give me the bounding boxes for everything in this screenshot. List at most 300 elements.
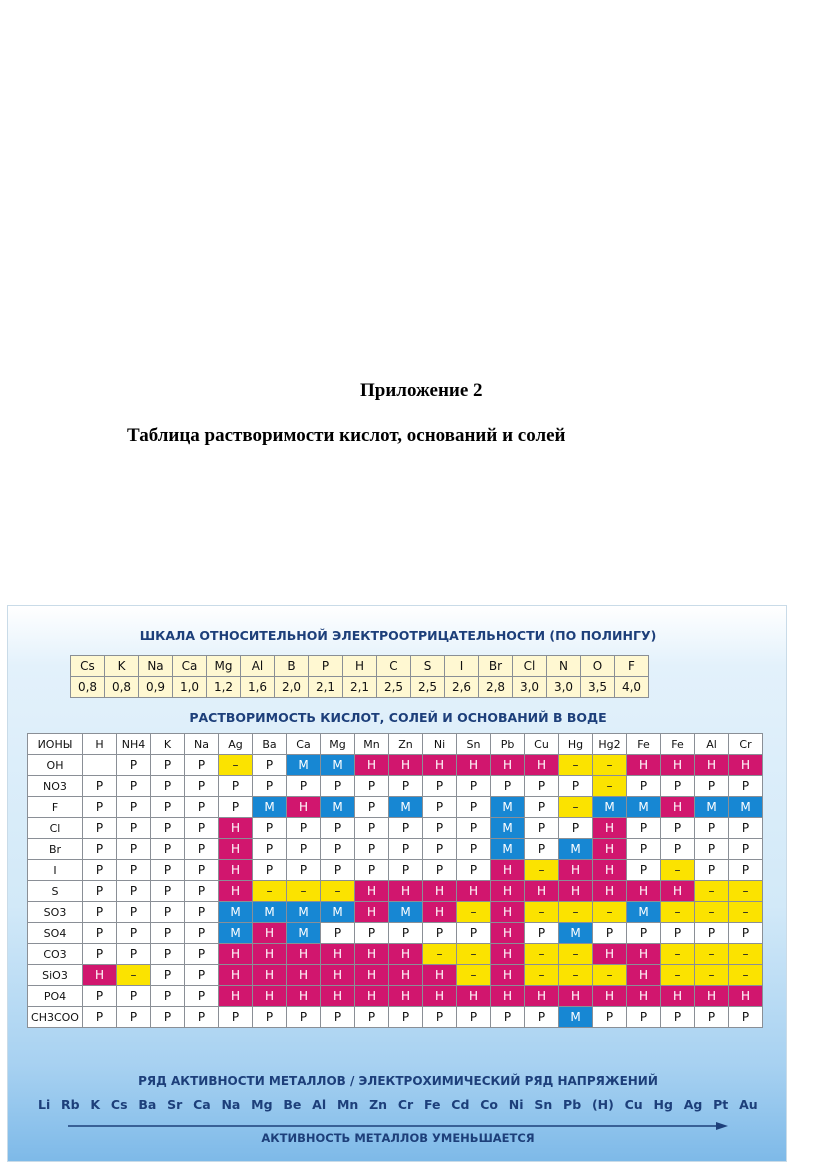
- solubility-cell: Н: [355, 755, 389, 776]
- solubility-cell: Р: [355, 1007, 389, 1028]
- solubility-cell: Н: [423, 755, 457, 776]
- anion-label-cell: CO3: [28, 944, 83, 965]
- solubility-cell: Р: [83, 818, 117, 839]
- solubility-cell: Р: [151, 839, 185, 860]
- solubility-cell: Н: [491, 755, 525, 776]
- solubility-cell: Р: [219, 776, 253, 797]
- solubility-cell: Р: [83, 923, 117, 944]
- table-row: [28, 818, 763, 839]
- solubility-cell: М: [321, 797, 355, 818]
- scale-element-cell: S: [411, 656, 445, 677]
- solubility-cell: Р: [321, 776, 355, 797]
- solubility-cell: Р: [729, 818, 763, 839]
- solubility-cell: Р: [355, 923, 389, 944]
- solubility-cell: Н: [321, 965, 355, 986]
- electronegativity-table: [70, 655, 649, 698]
- solubility-cell: Р: [355, 797, 389, 818]
- solubility-cell: Р: [287, 839, 321, 860]
- scale-element-cell: H: [343, 656, 377, 677]
- solubility-cell: Р: [151, 965, 185, 986]
- table-row: [28, 1007, 763, 1028]
- solubility-cell: –: [525, 944, 559, 965]
- solubility-cell: Н: [287, 944, 321, 965]
- solubility-cell: М: [219, 923, 253, 944]
- table-row: [28, 902, 763, 923]
- solubility-cell: Н: [253, 986, 287, 1007]
- scale-element-cell: Al: [241, 656, 275, 677]
- solubility-cell: Р: [117, 986, 151, 1007]
- solubility-cell: Р: [423, 776, 457, 797]
- solubility-cell: Н: [695, 986, 729, 1007]
- scale-value-cell: 0,9: [139, 677, 173, 698]
- solubility-cell: Р: [185, 797, 219, 818]
- scale-element-cell: Mg: [207, 656, 241, 677]
- solubility-cell: М: [559, 839, 593, 860]
- activity-metal: Fe: [423, 1097, 441, 1112]
- solubility-cell: Р: [83, 881, 117, 902]
- cation-header-cell: Hg: [559, 734, 593, 755]
- activity-metal: Ba: [138, 1097, 157, 1112]
- activity-series: [38, 1097, 758, 1112]
- solubility-cell: –: [661, 902, 695, 923]
- activity-metal: K: [90, 1097, 101, 1112]
- activity-metal: Ag: [683, 1097, 703, 1112]
- solubility-cell: Н: [355, 881, 389, 902]
- scale-value-cell: 2,5: [411, 677, 445, 698]
- solubility-cell: Н: [219, 986, 253, 1007]
- solubility-cell: Р: [389, 776, 423, 797]
- solubility-cell: Н: [593, 839, 627, 860]
- anion-label-cell: SO3: [28, 902, 83, 923]
- activity-metal: Hg: [653, 1097, 673, 1112]
- table-row: [28, 839, 763, 860]
- solubility-cell: Р: [117, 1007, 151, 1028]
- solubility-cell: Р: [355, 860, 389, 881]
- anion-label-cell: SO4: [28, 923, 83, 944]
- solubility-cell: Н: [559, 986, 593, 1007]
- anion-label-cell: SiO3: [28, 965, 83, 986]
- solubility-cell: –: [559, 902, 593, 923]
- solubility-cell: Н: [423, 986, 457, 1007]
- solubility-cell: Р: [185, 986, 219, 1007]
- activity-metal: Cr: [397, 1097, 414, 1112]
- solubility-cell: Н: [627, 881, 661, 902]
- solubility-cell: Р: [185, 881, 219, 902]
- cation-header-cell: Mn: [355, 734, 389, 755]
- activity-metal: Sn: [534, 1097, 553, 1112]
- solubility-poster: [7, 605, 787, 1162]
- electronegativity-title: ШКАЛА ОТНОСИТЕЛЬНОЙ ЭЛЕКТРООТРИЦАТЕЛЬНОСТИ (ПО ПОЛИНГУ): [139, 628, 657, 643]
- solubility-cell: –: [559, 797, 593, 818]
- scale-value-cell: 0,8: [105, 677, 139, 698]
- solubility-cell: Р: [661, 776, 695, 797]
- solubility-cell: Р: [83, 860, 117, 881]
- solubility-cell: –: [117, 965, 151, 986]
- activity-metal: Pt: [713, 1097, 729, 1112]
- solubility-cell: –: [457, 965, 491, 986]
- anion-label-cell: Br: [28, 839, 83, 860]
- solubility-cell: Р: [151, 818, 185, 839]
- solubility-cell: Р: [423, 923, 457, 944]
- solubility-cell: –: [729, 965, 763, 986]
- solubility-cell: –: [423, 944, 457, 965]
- activity-metal: Cs: [110, 1097, 128, 1112]
- activity-metal: Mg: [251, 1097, 273, 1112]
- solubility-cell: Р: [287, 1007, 321, 1028]
- solubility-cell: Р: [151, 776, 185, 797]
- solubility-cell: М: [491, 797, 525, 818]
- solubility-cell: Н: [525, 986, 559, 1007]
- solubility-cell: Р: [253, 776, 287, 797]
- solubility-cell: Р: [321, 818, 355, 839]
- solubility-cell: Н: [491, 881, 525, 902]
- scale-element-cell: N: [547, 656, 581, 677]
- solubility-cell: Р: [695, 818, 729, 839]
- solubility-cell: Р: [457, 839, 491, 860]
- cation-header-cell: Ca: [287, 734, 321, 755]
- solubility-cell: Р: [423, 860, 457, 881]
- solubility-cell: Н: [253, 923, 287, 944]
- scale-element-cell: K: [105, 656, 139, 677]
- solubility-cell: Н: [627, 755, 661, 776]
- table-row: [28, 923, 763, 944]
- solubility-cell: Н: [491, 986, 525, 1007]
- solubility-cell: –: [695, 944, 729, 965]
- solubility-cell: Н: [389, 881, 423, 902]
- solubility-cell: Р: [185, 902, 219, 923]
- solubility-cell: Н: [627, 944, 661, 965]
- solubility-cell: Р: [83, 944, 117, 965]
- solubility-cell: Р: [491, 776, 525, 797]
- solubility-cell: Р: [185, 1007, 219, 1028]
- solubility-cell: Р: [695, 776, 729, 797]
- solubility-cell: Р: [525, 797, 559, 818]
- solubility-cell: –: [559, 944, 593, 965]
- activity-metal: Ca: [193, 1097, 211, 1112]
- scale-value-cell: 3,0: [547, 677, 581, 698]
- solubility-cell: Р: [389, 818, 423, 839]
- solubility-cell: Н: [729, 986, 763, 1007]
- solubility-cell: Р: [355, 839, 389, 860]
- solubility-cell: Н: [593, 944, 627, 965]
- solubility-cell: Н: [389, 755, 423, 776]
- appendix-label: Приложение 2: [360, 380, 483, 401]
- table-row: [28, 881, 763, 902]
- cation-header-row: [28, 734, 763, 755]
- solubility-cell: Р: [253, 839, 287, 860]
- solubility-cell: –: [661, 965, 695, 986]
- table-row: [28, 944, 763, 965]
- anion-label-cell: Cl: [28, 818, 83, 839]
- cation-header-cell: Mg: [321, 734, 355, 755]
- solubility-cell: Н: [219, 818, 253, 839]
- solubility-cell: Р: [695, 923, 729, 944]
- activity-metal: Be: [283, 1097, 302, 1112]
- solubility-cell: Н: [389, 944, 423, 965]
- solubility-cell: М: [253, 797, 287, 818]
- activity-metal: Co: [480, 1097, 498, 1112]
- solubility-cell: М: [559, 923, 593, 944]
- solubility-cell: Н: [287, 986, 321, 1007]
- table-row: [28, 776, 763, 797]
- solubility-cell: –: [593, 902, 627, 923]
- table-row: [28, 986, 763, 1007]
- solubility-cell: Р: [525, 839, 559, 860]
- solubility-cell: Р: [423, 818, 457, 839]
- solubility-cell: Р: [593, 1007, 627, 1028]
- activity-metal: Ni: [508, 1097, 524, 1112]
- solubility-cell: Р: [253, 1007, 287, 1028]
- solubility-cell: –: [219, 755, 253, 776]
- solubility-cell: Н: [355, 902, 389, 923]
- ions-corner-cell: ИОНЫ: [28, 734, 83, 755]
- solubility-cell: –: [695, 902, 729, 923]
- solubility-cell: Н: [729, 755, 763, 776]
- solubility-cell: Р: [151, 881, 185, 902]
- solubility-cell: Н: [491, 923, 525, 944]
- solubility-cell: Н: [457, 986, 491, 1007]
- solubility-cell: Н: [219, 860, 253, 881]
- solubility-cell: М: [695, 797, 729, 818]
- cation-header-cell: K: [151, 734, 185, 755]
- solubility-cell: Р: [321, 860, 355, 881]
- scale-element-cell: C: [377, 656, 411, 677]
- activity-metal: Au: [739, 1097, 758, 1112]
- solubility-cell: Р: [457, 1007, 491, 1028]
- table-row: [28, 797, 763, 818]
- solubility-cell: М: [389, 902, 423, 923]
- solubility-cell: Н: [219, 944, 253, 965]
- solubility-cell: Р: [525, 776, 559, 797]
- scale-value-cell: 3,0: [513, 677, 547, 698]
- solubility-cell: Н: [287, 797, 321, 818]
- solubility-cell: Н: [593, 881, 627, 902]
- solubility-cell: Н: [219, 881, 253, 902]
- solubility-cell: Р: [729, 860, 763, 881]
- solubility-cell: Р: [117, 923, 151, 944]
- solubility-cell: Р: [117, 839, 151, 860]
- solubility-cell: Н: [661, 755, 695, 776]
- cation-header-cell: Sn: [457, 734, 491, 755]
- solubility-cell: Н: [661, 986, 695, 1007]
- activity-metal: Sr: [167, 1097, 183, 1112]
- solubility-cell: Н: [661, 797, 695, 818]
- scale-value-cell: 1,0: [173, 677, 207, 698]
- solubility-cell: Н: [661, 881, 695, 902]
- solubility-cell: Н: [525, 881, 559, 902]
- solubility-cell: Р: [525, 923, 559, 944]
- solubility-cell: –: [559, 965, 593, 986]
- solubility-cell: Н: [355, 965, 389, 986]
- solubility-cell: –: [457, 944, 491, 965]
- solubility-cell: Р: [457, 776, 491, 797]
- solubility-cell: М: [491, 839, 525, 860]
- solubility-cell: Н: [559, 860, 593, 881]
- solubility-cell: Р: [117, 860, 151, 881]
- solubility-cell: Р: [695, 1007, 729, 1028]
- solubility-cell: Р: [423, 839, 457, 860]
- solubility-cell: М: [253, 902, 287, 923]
- solubility-cell: Р: [457, 923, 491, 944]
- cation-header-cell: Cu: [525, 734, 559, 755]
- solubility-cell: Н: [219, 839, 253, 860]
- solubility-cell: Р: [627, 1007, 661, 1028]
- solubility-cell: Р: [321, 1007, 355, 1028]
- scale-value-cell: 2,0: [275, 677, 309, 698]
- table-row: [28, 755, 763, 776]
- solubility-cell: Р: [491, 1007, 525, 1028]
- solubility-cell: Р: [627, 776, 661, 797]
- solubility-cell: М: [559, 1007, 593, 1028]
- cation-header-cell: NH4: [117, 734, 151, 755]
- solubility-cell: Р: [661, 839, 695, 860]
- solubility-cell: Н: [83, 965, 117, 986]
- solubility-cell: Р: [423, 797, 457, 818]
- solubility-cell: Р: [729, 923, 763, 944]
- solubility-cell: Н: [423, 881, 457, 902]
- solubility-cell: Р: [185, 944, 219, 965]
- solubility-cell: –: [321, 881, 355, 902]
- activity-metal: Cd: [451, 1097, 470, 1112]
- cation-header-cell: Hg2: [593, 734, 627, 755]
- scale-element-cell: F: [615, 656, 649, 677]
- solubility-cell: Н: [559, 881, 593, 902]
- solubility-cell: Н: [491, 965, 525, 986]
- anion-label-cell: I: [28, 860, 83, 881]
- solubility-cell: Р: [253, 755, 287, 776]
- solubility-cell: М: [491, 818, 525, 839]
- solubility-cell: Р: [695, 839, 729, 860]
- solubility-cell: М: [389, 797, 423, 818]
- solubility-cell: Р: [219, 1007, 253, 1028]
- scale-value-cell: 0,8: [71, 677, 105, 698]
- solubility-cell: Р: [253, 818, 287, 839]
- scale-element-cell: Na: [139, 656, 173, 677]
- solubility-cell: Р: [83, 986, 117, 1007]
- solubility-cell: Р: [151, 986, 185, 1007]
- solubility-cell: Р: [151, 860, 185, 881]
- solubility-table: [27, 733, 763, 1028]
- solubility-cell: Н: [321, 986, 355, 1007]
- activity-metal: Li: [38, 1097, 51, 1112]
- scale-value-cell: 1,6: [241, 677, 275, 698]
- solubility-cell: Р: [117, 755, 151, 776]
- solubility-cell: Р: [287, 818, 321, 839]
- cation-header-cell: Ba: [253, 734, 287, 755]
- solubility-cell: Р: [559, 818, 593, 839]
- scale-element-cell: P: [309, 656, 343, 677]
- scale-values-row: [71, 677, 649, 698]
- solubility-cell: Р: [83, 776, 117, 797]
- solubility-cell: Р: [457, 797, 491, 818]
- solubility-cell: Р: [729, 776, 763, 797]
- solubility-cell: Н: [457, 755, 491, 776]
- solubility-cell: М: [287, 902, 321, 923]
- solubility-cell: –: [661, 860, 695, 881]
- solubility-cell: Р: [389, 860, 423, 881]
- solubility-cell: Р: [729, 839, 763, 860]
- scale-value-cell: 2,6: [445, 677, 479, 698]
- solubility-cell: –: [525, 965, 559, 986]
- anion-label-cell: OH: [28, 755, 83, 776]
- cation-header-cell: H: [83, 734, 117, 755]
- solubility-cell: Р: [627, 923, 661, 944]
- cation-header-cell: Fe: [661, 734, 695, 755]
- solubility-cell: М: [219, 902, 253, 923]
- scale-element-cell: Cs: [71, 656, 105, 677]
- solubility-cell: Р: [151, 1007, 185, 1028]
- solubility-cell: М: [287, 923, 321, 944]
- solubility-cell: Н: [593, 860, 627, 881]
- solubility-cell: Н: [627, 986, 661, 1007]
- solubility-cell: Р: [83, 902, 117, 923]
- solubility-cell: Р: [627, 818, 661, 839]
- scale-value-cell: 3,5: [581, 677, 615, 698]
- solubility-cell: Н: [457, 881, 491, 902]
- scale-element-cell: Ca: [173, 656, 207, 677]
- activity-metal: (H): [591, 1097, 614, 1112]
- solubility-cell: Н: [593, 986, 627, 1007]
- activity-metal: Al: [312, 1097, 327, 1112]
- solubility-title: РАСТВОРИМОСТЬ КИСЛОТ, СОЛЕЙ И ОСНОВАНИЙ В ВОДЕ: [189, 710, 607, 725]
- solubility-cell: Н: [355, 944, 389, 965]
- anion-label-cell: PO4: [28, 986, 83, 1007]
- activity-metal: Cu: [624, 1097, 643, 1112]
- solubility-cell: Р: [457, 818, 491, 839]
- solubility-cell: Р: [389, 839, 423, 860]
- solubility-cell: Р: [423, 1007, 457, 1028]
- solubility-cell: М: [627, 797, 661, 818]
- solubility-cell: Р: [253, 860, 287, 881]
- solubility-cell: М: [321, 755, 355, 776]
- solubility-cell: Н: [491, 860, 525, 881]
- cation-header-cell: Cr: [729, 734, 763, 755]
- solubility-cell: Р: [695, 860, 729, 881]
- scale-value-cell: 4,0: [615, 677, 649, 698]
- solubility-cell: Р: [151, 902, 185, 923]
- scale-value-cell: 2,8: [479, 677, 513, 698]
- solubility-cell: Р: [151, 755, 185, 776]
- anion-label-cell: F: [28, 797, 83, 818]
- activity-metal: Pb: [563, 1097, 582, 1112]
- scale-element-cell: Cl: [513, 656, 547, 677]
- cation-header-cell: Zn: [389, 734, 423, 755]
- solubility-cell: Н: [253, 965, 287, 986]
- solubility-cell: Р: [219, 797, 253, 818]
- solubility-cell: Р: [117, 881, 151, 902]
- solubility-cell: –: [729, 944, 763, 965]
- scale-value-cell: 1,2: [207, 677, 241, 698]
- solubility-cell: –: [253, 881, 287, 902]
- solubility-cell: –: [287, 881, 321, 902]
- solubility-cell: Р: [389, 923, 423, 944]
- solubility-cell: Р: [355, 776, 389, 797]
- solubility-cell: Р: [185, 776, 219, 797]
- solubility-cell: –: [559, 755, 593, 776]
- solubility-cell: Н: [491, 902, 525, 923]
- solubility-cell: Н: [525, 755, 559, 776]
- solubility-cell: –: [525, 902, 559, 923]
- solubility-cell: Н: [423, 965, 457, 986]
- solubility-cell: Р: [83, 1007, 117, 1028]
- solubility-cell: Р: [117, 818, 151, 839]
- activity-metal: Rb: [61, 1097, 80, 1112]
- solubility-cell: Р: [457, 860, 491, 881]
- solubility-cell: Н: [219, 965, 253, 986]
- solubility-cell: Р: [185, 839, 219, 860]
- solubility-cell: Р: [83, 839, 117, 860]
- solubility-cell: Н: [627, 965, 661, 986]
